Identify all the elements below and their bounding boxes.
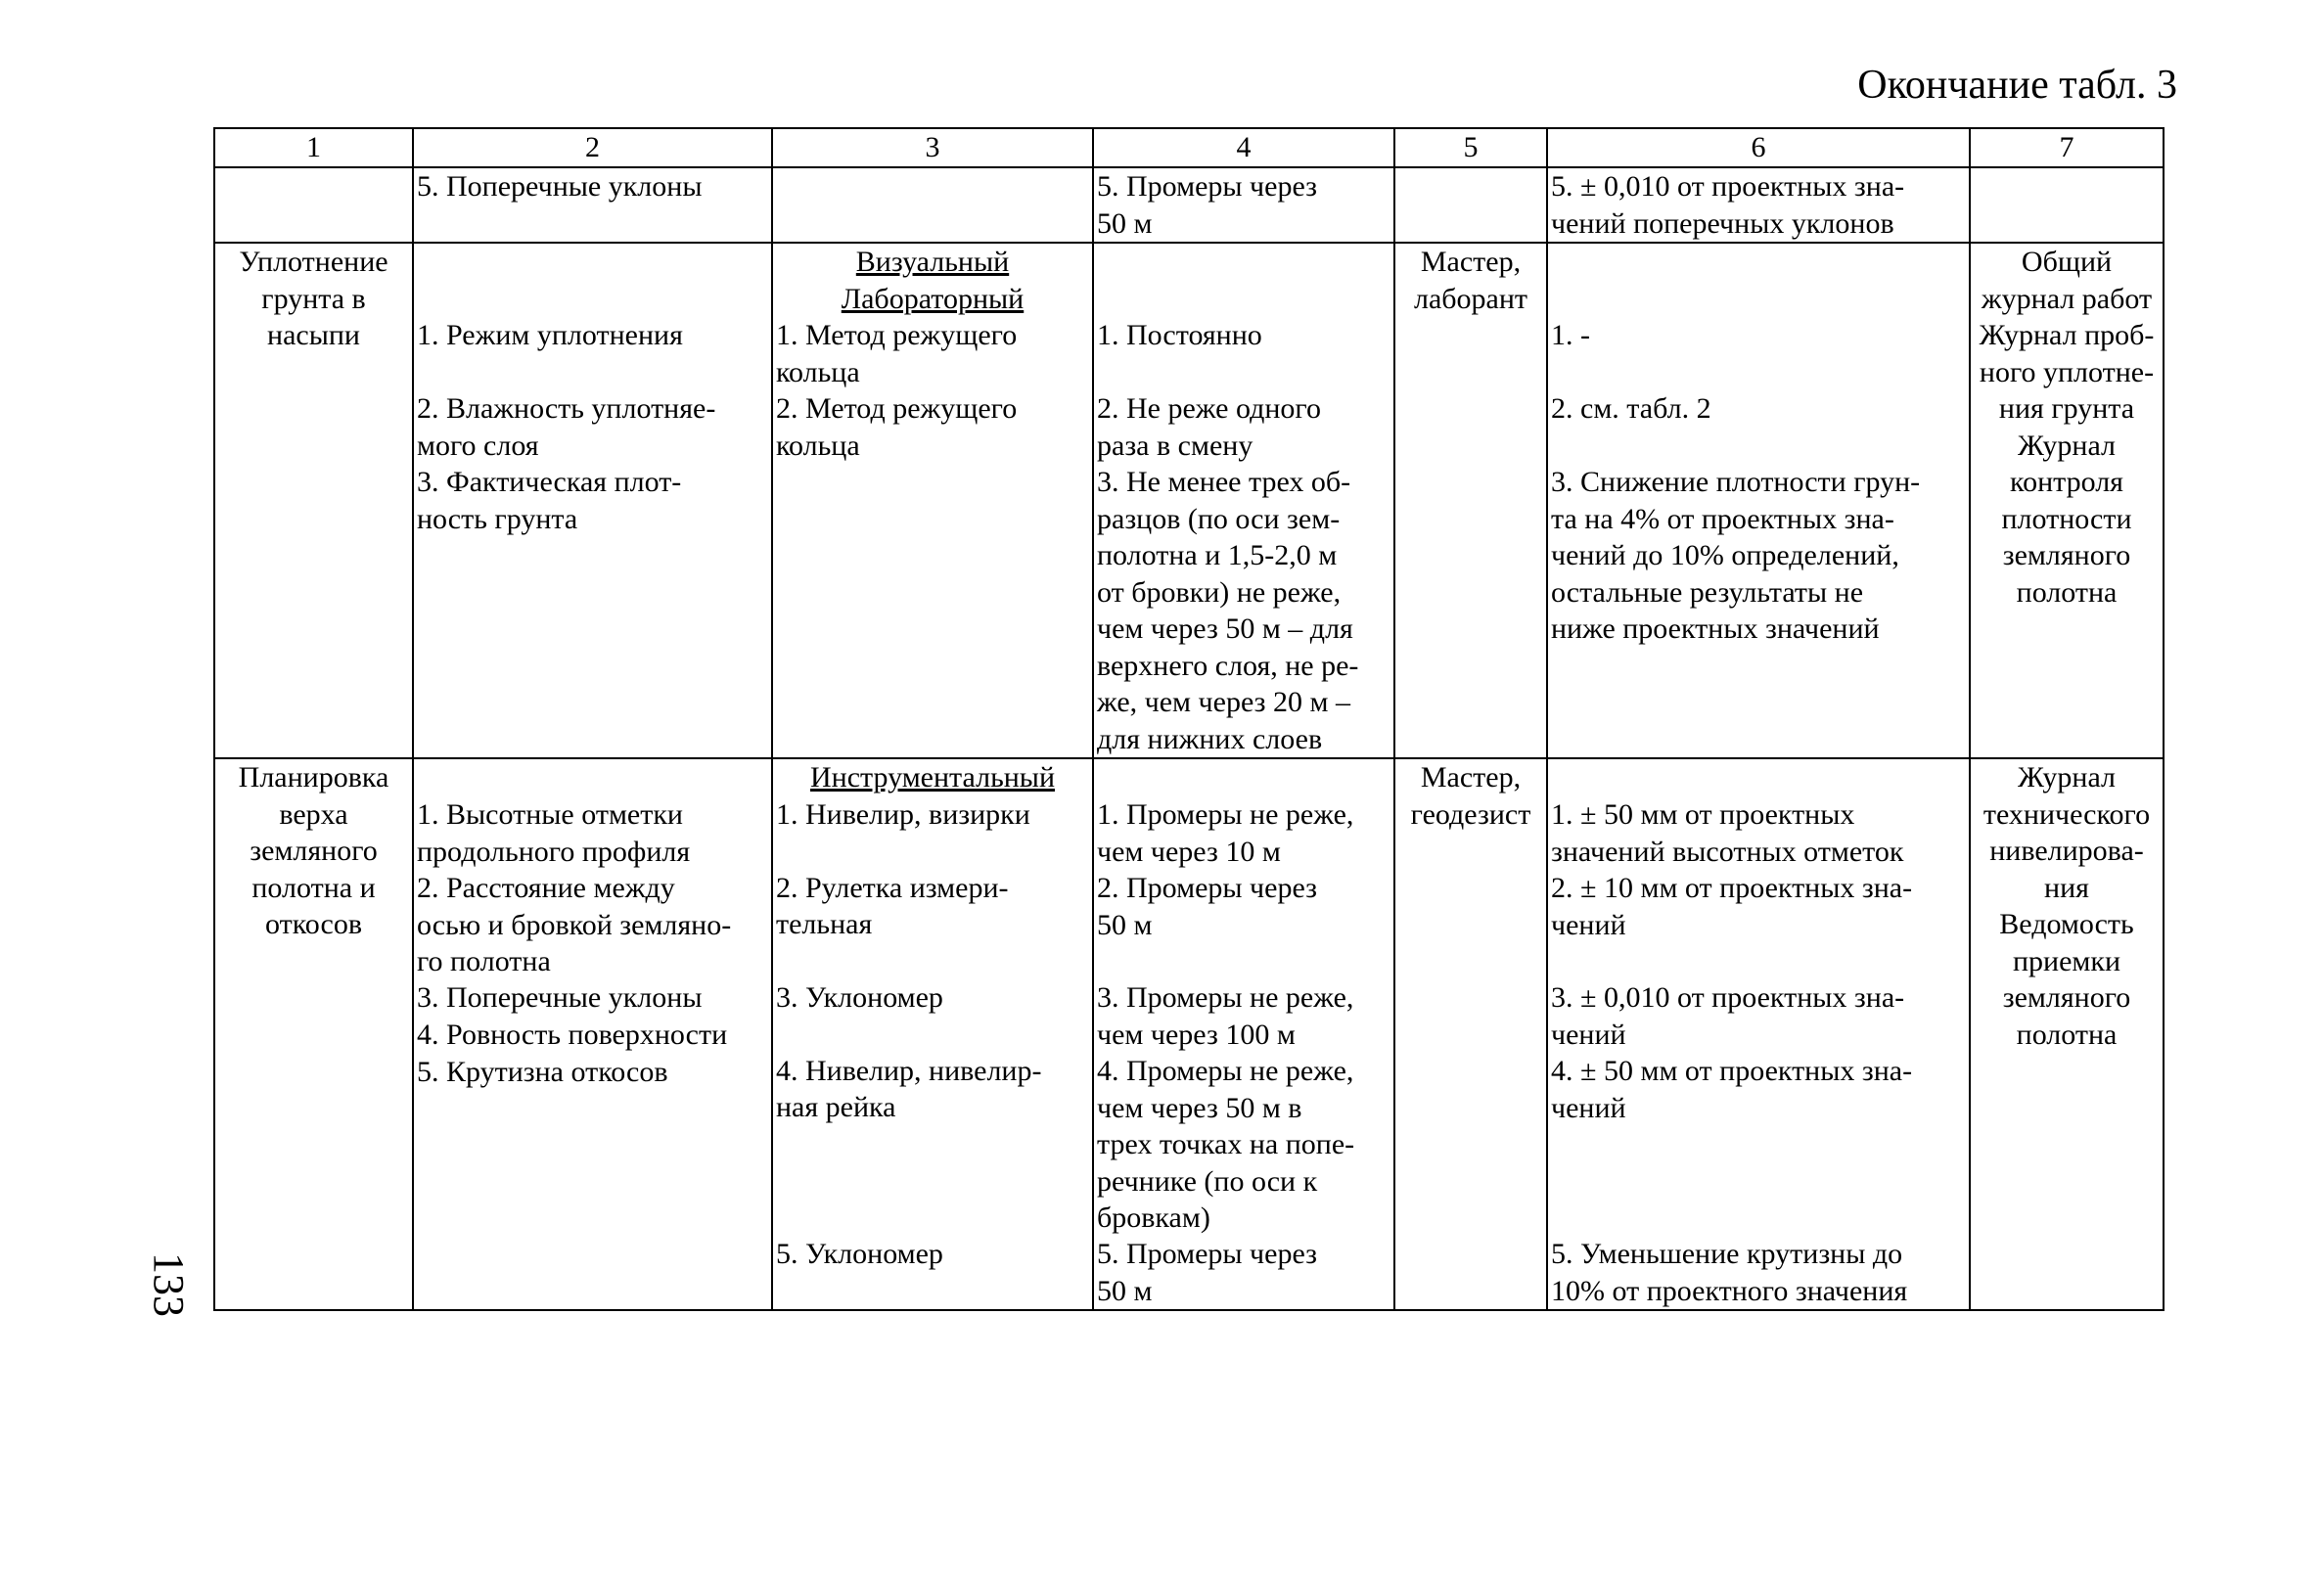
method-heading: Лабораторный — [841, 282, 1025, 315]
parameter-item: 1. Режим уплотнения — [417, 319, 683, 351]
spacer — [417, 244, 768, 317]
frequency-cell — [1093, 243, 1394, 758]
method-item: 5. Уклономер — [776, 1237, 943, 1270]
header-cell: 6 — [1547, 128, 1970, 167]
table-header-row — [214, 128, 2164, 167]
spacer — [1551, 244, 1966, 317]
tolerance-item: 1. - — [1551, 319, 1590, 351]
parameter-item: 2. Влажность уплотняе- мого слоя — [417, 392, 716, 462]
table-row — [214, 167, 2164, 243]
responsible-text: Мастер, геодезист — [1410, 761, 1531, 831]
stage-cell — [214, 243, 413, 758]
tolerance-cell — [1547, 758, 1970, 1310]
tolerance-item: 2. ± 10 мм от проектных зна- чений — [1551, 872, 1913, 941]
frequency-item: 3. Промеры не реже, чем через 100 м — [1097, 981, 1354, 1051]
documentation-text: Общий журнал работ Журнал проб- ного уплотне- ния грунта Журнал контроля плотности земляного полотна — [1979, 246, 2155, 609]
frequency-item: 3. Не менее трех об- разцов (по оси зем- полотна и 1,5-2,0 м от бровки) не реже, чем через 50 м – для верхнего слоя, не ре- же, чем через 20 м – для нижних слоев — [1097, 466, 1359, 755]
responsible-text: Мастер, лаборант — [1413, 246, 1528, 315]
method-item: 1. Нивелир, визирки — [776, 797, 1030, 831]
documentation-cell — [1970, 243, 2164, 758]
parameters-cell — [413, 758, 772, 1310]
frequency-item: 2. Промеры через 50 м — [1097, 872, 1317, 941]
tolerance-item: 4. ± 50 мм от проектных зна- чений — [1551, 1055, 1913, 1124]
parameter-item: 5. Крутизна откосов — [417, 1056, 668, 1088]
tolerance-item: 5. Уменьшение крутизны до 10% от проектного значения — [1551, 1238, 1908, 1307]
tolerance-item: 3. Снижение плотности грун- та на 4% от проектных зна- чений до 10% определений, остальные результаты не ниже проектных значений — [1551, 466, 1921, 645]
table-row — [214, 758, 2164, 1310]
frequency-item: 2. Не реже одного раза в смену — [1097, 392, 1321, 462]
documentation-cell — [1970, 758, 2164, 1310]
header-cell: 2 — [413, 128, 772, 167]
frequency-item: 1. Промеры не реже, чем через 10 м — [1097, 798, 1354, 868]
tolerance-item: 2. см. табл. 2 — [1551, 392, 1711, 425]
parameter-item: 2. Расстояние между осью и бровкой земляно- го полотна — [417, 872, 732, 977]
documentation-text: Журнал технического нивелирова- ния Ведомость приемки земляного полотна — [1982, 761, 2151, 1051]
header-cell: 5 — [1394, 128, 1547, 167]
table-row — [214, 243, 2164, 758]
spacer — [1097, 759, 1390, 796]
responsible-cell — [1394, 243, 1547, 758]
frequency-cell — [1093, 758, 1394, 1310]
method-heading: Инструментальный — [809, 761, 1056, 794]
stage-name: Уплотнение грунта в насыпи — [239, 246, 388, 351]
method-item: 4. Нивелир, нивелир- ная рейка — [776, 1054, 1042, 1123]
inspection-table — [213, 127, 2165, 1311]
table-caption: Окончание табл. 3 — [1857, 63, 2177, 108]
method-item: 2. Рулетка измери- тельная — [776, 871, 1009, 940]
stage-name: Планировка верха земляного полотна и откосов — [238, 761, 389, 940]
stage-cell — [214, 758, 413, 1310]
method-item: 2. Метод режущего кольца — [776, 392, 1018, 462]
header-cell: 4 — [1093, 128, 1394, 167]
spacer — [1097, 244, 1390, 317]
spacer — [417, 759, 768, 796]
spacer — [1551, 759, 1966, 796]
parameter-item: 3. Фактическая плот- ность грунта — [417, 466, 682, 535]
responsible-cell — [1394, 758, 1547, 1310]
header-cell: 7 — [1970, 128, 2164, 167]
tolerance-item: 1. ± 50 мм от проектных значений высотных отметок — [1551, 798, 1904, 868]
parameter-item: 4. Ровность поверхности — [417, 1019, 728, 1051]
table-cell — [1093, 167, 1394, 243]
page-number: 133 — [145, 1252, 193, 1317]
table-cell — [214, 167, 413, 243]
table-cell — [1970, 167, 2164, 243]
method-cell — [772, 243, 1093, 758]
table-cell — [772, 167, 1093, 243]
parameter-item: 1. Высотные отметки продольного профиля — [417, 798, 691, 868]
method-cell — [772, 758, 1093, 1310]
table-cell — [1547, 167, 1970, 243]
method-heading: Визуальный — [855, 246, 1010, 278]
method-item: 3. Уклономер — [776, 980, 943, 1014]
table-cell — [1394, 167, 1547, 243]
table-cell — [413, 167, 772, 243]
frequency-item: 1. Постоянно — [1097, 319, 1262, 351]
header-cell: 1 — [214, 128, 413, 167]
parameters-cell — [413, 243, 772, 758]
parameter-item: 3. Поперечные уклоны — [417, 981, 703, 1014]
tolerance-item: 3. ± 0,010 от проектных зна- чений — [1551, 981, 1905, 1051]
cell-text: 5. ± 0,010 от проектных зна- чений поперечных уклонов — [1551, 170, 1905, 240]
header-cell: 3 — [772, 128, 1093, 167]
frequency-item: 4. Промеры не реже, чем через 50 м в трех точках на попе- речнике (по оси к бровкам) — [1097, 1055, 1355, 1234]
tolerance-cell — [1547, 243, 1970, 758]
method-item: 1. Метод режущего кольца — [776, 319, 1018, 388]
cell-text: 5. Поперечные уклоны — [417, 170, 703, 203]
frequency-item: 5. Промеры через 50 м — [1097, 1238, 1317, 1307]
cell-text: 5. Промеры через 50 м — [1097, 170, 1317, 240]
